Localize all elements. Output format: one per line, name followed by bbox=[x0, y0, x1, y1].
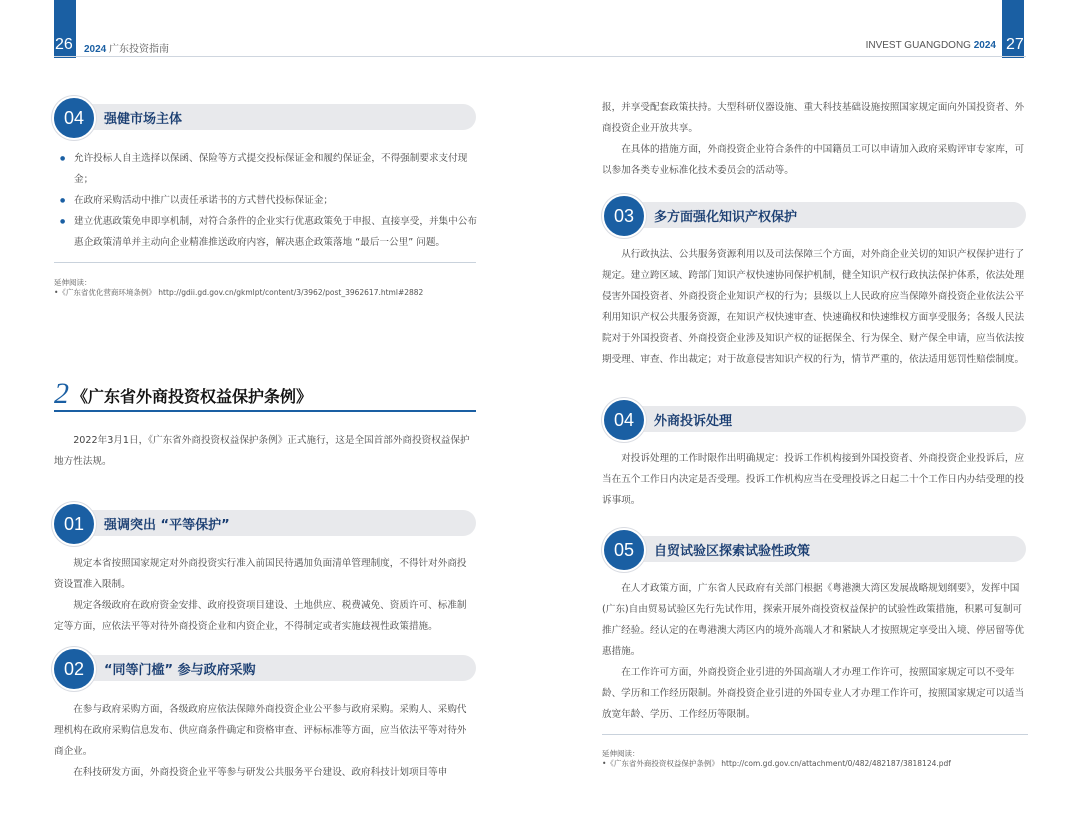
paragraph: 报，并享受配套政策扶持。大型科研仪器设施、重大科技基础设施按照国家规定面向外国投资者、外商投资企业开放共享。 bbox=[602, 102, 1025, 134]
page-number: 26 bbox=[55, 36, 73, 53]
header-title: INVEST GUANGDONG bbox=[865, 40, 971, 51]
section-title: “同等门槛” 参与政府采购 bbox=[104, 663, 256, 678]
chapter-number: 2 bbox=[54, 377, 69, 410]
section-number-badge: 01 bbox=[52, 502, 96, 546]
header-year: 2024 bbox=[84, 44, 107, 55]
continued-text bbox=[602, 97, 1028, 181]
paragraph: 在工作许可方面，外商投资企业引进的外国高端人才办理工作许可，按照国家规定可以不受年龄、学历和工作经历限制。外商投资企业引进的外国专业人才办理工作许可，按照国家规定可以适当放宽年龄、学历、工作经历等限制。 bbox=[602, 667, 1025, 720]
section-title: 外商投诉处理 bbox=[654, 414, 733, 429]
further-reading-label: 延伸阅读： bbox=[602, 749, 640, 758]
section-divider bbox=[54, 262, 476, 263]
section-number-badge: 02 bbox=[52, 647, 96, 691]
further-reading bbox=[602, 749, 1042, 769]
right-page bbox=[540, 0, 1080, 826]
section-title: 自贸试验区探索试验性政策 bbox=[654, 544, 811, 559]
section-title: 强健市场主体 bbox=[104, 112, 183, 127]
section-number-badge: 04 bbox=[52, 96, 96, 140]
section-body bbox=[602, 244, 1028, 370]
further-reading-link[interactable]: •《广东省优化营商环境条例》 http://gdii.gd.gov.cn/gkmlpt/content/3/3962/post_3962617.html#2882 bbox=[54, 288, 424, 297]
paragraph: 在人才政策方面，广东省人民政府有关部门根据《粤港澳大湾区发展战略规划纲要》，发挥中国(广东)自由贸易试验区先行先试作用，探索开展外商投资权益保护的试验性政策措施，积累可复制可推广经验。经认定的在粤港澳大湾区内的境外高端人才和紧缺人才按照规定享受出入境、停居留等优惠措施。 bbox=[602, 583, 1025, 657]
running-header bbox=[84, 40, 169, 55]
header-title: 广东投资指南 bbox=[109, 44, 170, 55]
bullet-list bbox=[58, 148, 478, 253]
paragraph: 在科技研发方面，外商投资企业平等参与研发公共服务平台建设、政府科技计划项目等申 bbox=[73, 767, 448, 778]
bullet-item: ● 允许投标人自主选择以保函、保险等方式提交投标保证金和履约保证金，不得强制要求支付现金； bbox=[58, 148, 478, 190]
section-number-badge: 04 bbox=[602, 398, 646, 442]
section-divider bbox=[602, 734, 1028, 735]
running-header bbox=[866, 40, 996, 51]
section-title: 多方面强化知识产权保护 bbox=[654, 210, 798, 225]
chapter-title: 《广东省外商投资权益保护条例》 bbox=[72, 387, 313, 406]
header-rule bbox=[540, 56, 1026, 57]
further-reading-link[interactable]: •《广东省外商投资权益保护条例》 http://com.gd.gov.cn/attachment/0/482/482187/3818124.pdf bbox=[602, 759, 951, 768]
paragraph: 规定各级政府在政府资金安排、政府投资项目建设、土地供应、税费减免、资质许可、标准制定等方面，应依法平等对待外商投资企业和内资企业，不得制定或者实施歧视性政策措施。 bbox=[54, 600, 467, 632]
section-body bbox=[54, 699, 476, 783]
section-heading-05 bbox=[606, 536, 1026, 562]
section-heading-04 bbox=[56, 104, 476, 130]
header-rule bbox=[54, 56, 540, 57]
section-body bbox=[54, 553, 476, 637]
paragraph: 在具体的措施方面，外商投资企业符合条件的中国籍员工可以申请加入政府采购评审专家库，可以参加各类专业标准化技术委员会的活动等。 bbox=[602, 144, 1025, 176]
further-reading-label: 延伸阅读： bbox=[54, 278, 92, 287]
section-body bbox=[602, 448, 1028, 511]
section-heading-04 bbox=[606, 406, 1026, 432]
bullet-item: ● 在政府采购活动中推广以责任承诺书的方式替代投标保证金； bbox=[58, 190, 478, 211]
paragraph: 规定本省按照国家规定对外商投资实行准入前国民待遇加负面清单管理制度，不得针对外商投资设置准入限制。 bbox=[54, 558, 467, 590]
section-body bbox=[602, 578, 1028, 725]
paragraph: 从行政执法、公共服务资源利用以及司法保障三个方面，对外商企业关切的知识产权保护进行了规定。建立跨区域、跨部门知识产权快速协同保护机制，健全知识产权行政执法保护体系，依法处理侵害外国投资者、外商投资企业知识产权的行为；县级以上人民政府应当保障外商投资企业依法公平利用知识产权公共服务资源，在知识产权快速审查、快速确权和快速维权方面享受服务；各级人民法院对于外国投资者、外商投资企业涉及知识产权的证据保全、行为保全、财产保全申请，应当依法按期受理、审查、作出裁定；对于故意侵害知识产权的行为，情节严重的，依法适用惩罚性赔偿制度。 bbox=[602, 249, 1025, 365]
chapter-intro: 2022年3月1日，《广东省外商投资权益保护条例》正式施行，这是全国首部外商投资权益保护地方性法规。 bbox=[54, 435, 470, 467]
bullet-item: ● 建立优惠政策免申即享机制，对符合条件的企业实行优惠政策免于申报、直接享受，并集中公布惠企政策清单并主动向企业精准推送政府内容，解决惠企政策落地 “最后一公里” 问题。 bbox=[58, 211, 478, 253]
section-title: 强调突出 “平等保护” bbox=[104, 518, 230, 533]
paragraph: 对投诉处理的工作时限作出明确规定：投诉工作机构接到外国投资者、外商投资企业投诉后，应当在五个工作日内决定是否受理。投诉工作机构应当在受理投诉之日起二十个工作日内办结受理的投诉事项。 bbox=[602, 453, 1025, 506]
paragraph: 在参与政府采购方面，各级政府应依法保障外商投资企业公平参与政府采购。采购人、采购代理机构在政府采购信息发布、供应商条件确定和资格审查、评标标准等方面，应当依法平等对待外商企业。 bbox=[54, 704, 467, 757]
section-heading-03 bbox=[606, 202, 1026, 228]
section-heading-02 bbox=[56, 655, 476, 681]
further-reading bbox=[54, 278, 494, 298]
section-number-badge: 05 bbox=[602, 528, 646, 572]
section-heading-01 bbox=[56, 510, 476, 536]
page-number: 27 bbox=[1006, 36, 1024, 53]
chapter-rule bbox=[54, 410, 476, 412]
header-year: 2024 bbox=[973, 40, 996, 51]
section-number-badge: 03 bbox=[602, 194, 646, 238]
